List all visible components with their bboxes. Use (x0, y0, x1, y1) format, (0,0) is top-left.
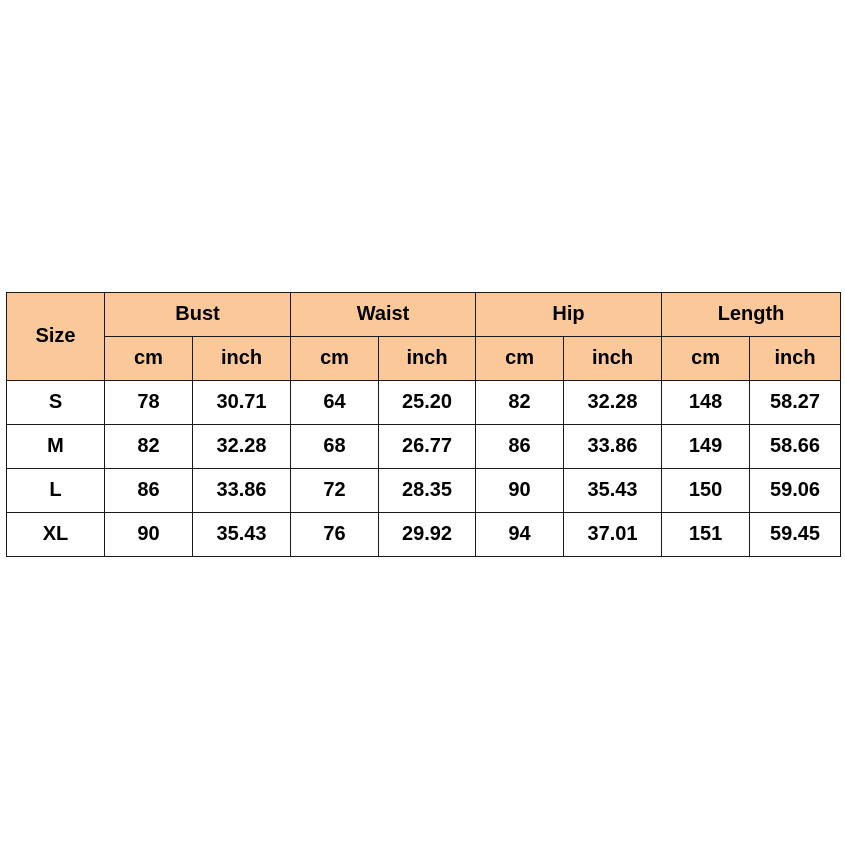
table-cell: 35.43 (564, 469, 662, 513)
unit-header: cm (291, 337, 379, 381)
table-cell: 149 (662, 425, 750, 469)
table-cell: 30.71 (193, 381, 291, 425)
table-cell: 148 (662, 381, 750, 425)
table-cell: 86 (476, 425, 564, 469)
unit-header: cm (476, 337, 564, 381)
table-cell: 94 (476, 513, 564, 557)
table-cell: 86 (105, 469, 193, 513)
header-row-groups (7, 293, 841, 337)
table-cell: 82 (476, 381, 564, 425)
table-cell: 26.77 (379, 425, 476, 469)
unit-header: cm (662, 337, 750, 381)
table-cell: 59.45 (750, 513, 841, 557)
table-cell: 32.28 (564, 381, 662, 425)
table-cell: 32.28 (193, 425, 291, 469)
table-cell: 29.92 (379, 513, 476, 557)
table-row (7, 513, 841, 557)
table-cell: 58.66 (750, 425, 841, 469)
table-cell: 59.06 (750, 469, 841, 513)
table-cell: 35.43 (193, 513, 291, 557)
group-header-length: Length (662, 293, 841, 337)
table-cell: 25.20 (379, 381, 476, 425)
table-cell: 76 (291, 513, 379, 557)
header-row-units (7, 337, 841, 381)
unit-header: inch (193, 337, 291, 381)
table-cell: 90 (105, 513, 193, 557)
size-chart-table (6, 292, 841, 557)
size-cell: S (7, 381, 105, 425)
size-cell: M (7, 425, 105, 469)
table-cell: 68 (291, 425, 379, 469)
table-cell: 90 (476, 469, 564, 513)
size-header: Size (7, 293, 105, 381)
table-cell: 72 (291, 469, 379, 513)
unit-header: cm (105, 337, 193, 381)
group-header-waist: Waist (291, 293, 476, 337)
table-row (7, 469, 841, 513)
group-header-bust: Bust (105, 293, 291, 337)
table-row (7, 425, 841, 469)
table-cell: 58.27 (750, 381, 841, 425)
size-cell: L (7, 469, 105, 513)
table-cell: 151 (662, 513, 750, 557)
table-cell: 78 (105, 381, 193, 425)
table-cell: 64 (291, 381, 379, 425)
table-row (7, 381, 841, 425)
unit-header: inch (750, 337, 841, 381)
size-cell: XL (7, 513, 105, 557)
group-header-hip: Hip (476, 293, 662, 337)
unit-header: inch (379, 337, 476, 381)
unit-header: inch (564, 337, 662, 381)
table-cell: 33.86 (193, 469, 291, 513)
table-cell: 33.86 (564, 425, 662, 469)
table-cell: 150 (662, 469, 750, 513)
table-cell: 37.01 (564, 513, 662, 557)
table-cell: 82 (105, 425, 193, 469)
table-cell: 28.35 (379, 469, 476, 513)
